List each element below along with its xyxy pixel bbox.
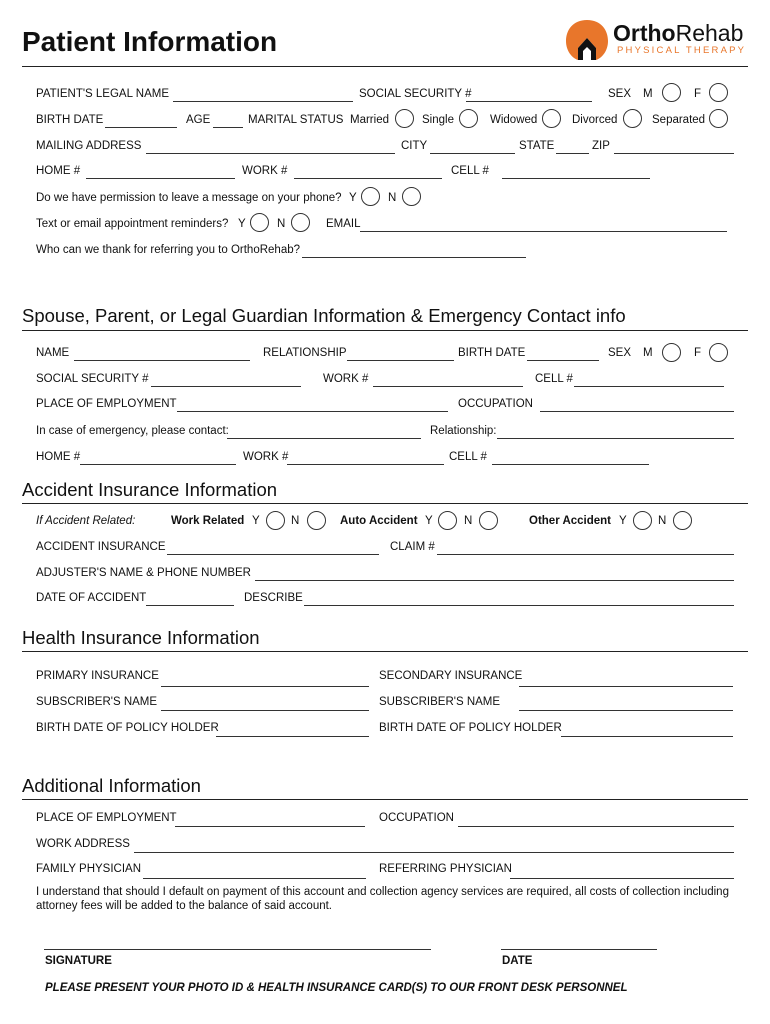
accident-date-field[interactable] [146, 605, 234, 606]
page-title: Patient Information [22, 26, 278, 57]
orthorehab-logo-icon [564, 18, 610, 62]
header-divider [22, 66, 748, 67]
guardian-work-field[interactable] [373, 386, 523, 387]
reminders-y-checkbox[interactable] [250, 213, 269, 232]
state-label: STATE [519, 140, 555, 152]
guardian-occupation-label: OCCUPATION [458, 398, 533, 410]
employment-field[interactable] [175, 826, 365, 827]
marital-status-label: MARITAL STATUS [248, 114, 344, 126]
city-field[interactable] [430, 153, 515, 154]
sex-label: SEX [608, 88, 632, 100]
legal-name-label: PATIENT'S LEGAL NAME [36, 88, 169, 100]
guardian-name-field[interactable] [74, 360, 250, 361]
reminders-y-label: Y [238, 218, 246, 230]
guardian-sex-f-label: F [694, 347, 702, 359]
additional-section-heading: Additional Information [22, 775, 201, 796]
primary-subscriber-field[interactable] [161, 710, 369, 711]
date-label: DATE [502, 955, 533, 967]
family-physician-label: FAMILY PHYSICIAN [36, 863, 142, 875]
guardian-sex-m-label: M [643, 347, 653, 359]
referring-physician-label: REFERRING PHYSICIAN [379, 863, 512, 875]
guardian-birth-date-label: BIRTH DATE [458, 347, 526, 359]
birth-date-label: BIRTH DATE [36, 114, 104, 126]
sex-m-label: M [643, 88, 653, 100]
emergency-contact-label: In case of emergency, please contact: [36, 425, 229, 437]
secondary-holder-birth-label: BIRTH DATE OF POLICY HOLDER [379, 722, 562, 734]
divorced-label: Divorced [572, 114, 618, 126]
guardian-home-label: HOME # [36, 451, 81, 463]
mailing-address-label: MAILING ADDRESS [36, 140, 142, 152]
home-phone-field[interactable] [86, 178, 235, 179]
sex-m-checkbox[interactable] [662, 83, 681, 102]
employment-label: PLACE OF EMPLOYMENT [36, 812, 177, 824]
zip-field[interactable] [614, 153, 734, 154]
referral-question: Who can we thank for referring you to OrthoRehab? [36, 244, 301, 256]
work-related-y-checkbox[interactable] [266, 511, 285, 530]
message-permission-y-label: Y [349, 192, 357, 204]
describe-field[interactable] [304, 605, 734, 606]
family-physician-field[interactable] [143, 878, 366, 879]
occupation-label: OCCUPATION [379, 812, 454, 824]
accident-divider [22, 503, 748, 504]
reminders-n-label: N [277, 218, 286, 230]
emergency-contact-field[interactable] [227, 438, 421, 439]
guardian-birth-date-field[interactable] [527, 360, 599, 361]
secondary-subscriber-field[interactable] [519, 710, 733, 711]
payment-statement: I understand that should I default on payment of this account and collection agency services are required, all costs of collection including attorney fees will be added to the balance of said account. [36, 886, 729, 912]
guardian-sex-f-checkbox[interactable] [709, 343, 728, 362]
primary-subscriber-label: SUBSCRIBER'S NAME [36, 696, 158, 708]
secondary-insurance-label: SECONDARY INSURANCE [379, 670, 523, 682]
email-field[interactable] [360, 231, 727, 232]
auto-accident-y-label: Y [425, 515, 433, 527]
cell-phone-field[interactable] [502, 178, 650, 179]
signature-label: SIGNATURE [45, 955, 112, 967]
logo-wordmark [613, 20, 743, 46]
widowed-label: Widowed [490, 114, 538, 126]
sex-f-checkbox[interactable] [709, 83, 728, 102]
auto-accident-y-checkbox[interactable] [438, 511, 457, 530]
legal-name-field[interactable] [173, 101, 353, 102]
other-accident-y-label: Y [619, 515, 627, 527]
accident-section-heading: Accident Insurance Information [22, 479, 278, 500]
age-label: AGE [186, 114, 211, 126]
guardian-sex-m-checkbox[interactable] [662, 343, 681, 362]
message-permission-question: Do we have permission to leave a message on your phone? [36, 192, 342, 204]
state-field[interactable] [556, 153, 589, 154]
guardian-employment-field[interactable] [177, 411, 448, 412]
message-permission-n-label: N [388, 192, 397, 204]
guardian-cell-label: CELL # [535, 373, 573, 385]
primary-insurance-field[interactable] [161, 686, 369, 687]
other-accident-y-checkbox[interactable] [633, 511, 652, 530]
city-label: CITY [401, 140, 428, 152]
age-field[interactable] [213, 127, 243, 128]
ssn-field[interactable] [466, 101, 592, 102]
other-accident-label: Other Accident [529, 515, 612, 527]
date-field[interactable] [501, 949, 657, 950]
married-checkbox[interactable] [395, 109, 414, 128]
auto-accident-label: Auto Accident [340, 515, 418, 527]
other-accident-n-label: N [658, 515, 667, 527]
logo-light-text: Rehab [675, 20, 744, 46]
accident-date-label: DATE OF ACCIDENT [36, 592, 147, 604]
mailing-address-field[interactable] [146, 153, 395, 154]
separated-label: Separated [652, 114, 706, 126]
work-related-y-label: Y [252, 515, 260, 527]
sex-f-label: F [694, 88, 702, 100]
emergency-relationship-label: Relationship: [430, 425, 497, 437]
widowed-checkbox[interactable] [542, 109, 561, 128]
primary-insurance-label: PRIMARY INSURANCE [36, 670, 159, 682]
cell-phone-label: CELL # [451, 165, 489, 177]
single-checkbox[interactable] [459, 109, 478, 128]
guardian-section-heading: Spouse, Parent, or Legal Guardian Information & Emergency Contact info [22, 305, 626, 326]
adjuster-field[interactable] [255, 580, 734, 581]
signature-field[interactable] [44, 949, 431, 950]
accident-insurance-label: ACCIDENT INSURANCE [36, 541, 166, 553]
other-accident-n-checkbox[interactable] [673, 511, 692, 530]
work-phone-field[interactable] [294, 178, 442, 179]
home-phone-label: HOME # [36, 165, 81, 177]
auto-accident-n-checkbox[interactable] [479, 511, 498, 530]
guardian-name-label: NAME [36, 347, 70, 359]
if-accident-related-label: If Accident Related: [36, 515, 136, 527]
auto-accident-n-label: N [464, 515, 473, 527]
message-permission-y-checkbox[interactable] [361, 187, 380, 206]
describe-label: DESCRIBE [244, 592, 303, 604]
guardian-cell2-label: CELL # [449, 451, 487, 463]
guardian-cell2-field[interactable] [492, 464, 649, 465]
emergency-relationship-field[interactable] [497, 438, 734, 439]
guardian-employment-label: PLACE OF EMPLOYMENT [36, 398, 177, 410]
occupation-field[interactable] [458, 826, 734, 827]
front-desk-notice: PLEASE PRESENT YOUR PHOTO ID & HEALTH INSURANCE CARD(S) TO OUR FRONT DESK PERSONNEL [45, 982, 628, 994]
referring-physician-field[interactable] [510, 878, 734, 879]
guardian-sex-label: SEX [608, 347, 632, 359]
referral-field[interactable] [302, 257, 526, 258]
health-section-heading: Health Insurance Information [22, 627, 260, 648]
reminders-question: Text or email appointment reminders? [36, 218, 229, 230]
guardian-occupation-field[interactable] [540, 411, 734, 412]
primary-holder-birth-field[interactable] [216, 736, 369, 737]
work-related-label: Work Related [171, 515, 245, 527]
separated-checkbox[interactable] [709, 109, 728, 128]
married-label: Married [350, 114, 389, 126]
guardian-work2-label: WORK # [243, 451, 289, 463]
ssn-label: SOCIAL SECURITY # [359, 88, 472, 100]
guardian-relationship-field[interactable] [347, 360, 454, 361]
work-related-n-checkbox[interactable] [307, 511, 326, 530]
work-phone-label: WORK # [242, 165, 288, 177]
guardian-work2-field[interactable] [287, 464, 444, 465]
secondary-insurance-field[interactable] [519, 686, 733, 687]
adjuster-label: ADJUSTER'S NAME & PHONE NUMBER [36, 567, 251, 579]
zip-label: ZIP [592, 140, 610, 152]
claim-field[interactable] [437, 554, 734, 555]
guardian-ssn-label: SOCIAL SECURITY # [36, 373, 149, 385]
claim-label: CLAIM # [390, 541, 435, 553]
work-address-field[interactable] [134, 852, 734, 853]
guardian-relationship-label: RELATIONSHIP [263, 347, 347, 359]
divorced-checkbox[interactable] [623, 109, 642, 128]
guardian-cell-field[interactable] [574, 386, 724, 387]
logo-subtitle: PHYSICAL THERAPY [617, 45, 747, 56]
primary-holder-birth-label: BIRTH DATE OF POLICY HOLDER [36, 722, 219, 734]
accident-insurance-field[interactable] [167, 554, 379, 555]
email-label: EMAIL [326, 218, 361, 230]
logo-bold-text: Ortho [613, 20, 676, 46]
guardian-work-label: WORK # [323, 373, 369, 385]
work-related-n-label: N [291, 515, 300, 527]
work-address-label: WORK ADDRESS [36, 838, 130, 850]
guardian-divider [22, 330, 748, 331]
additional-divider [22, 799, 748, 800]
secondary-holder-birth-field[interactable] [561, 736, 733, 737]
message-permission-n-checkbox[interactable] [402, 187, 421, 206]
secondary-subscriber-label: SUBSCRIBER'S NAME [379, 696, 501, 708]
guardian-home-field[interactable] [80, 464, 236, 465]
guardian-ssn-field[interactable] [151, 386, 301, 387]
health-divider [22, 651, 748, 652]
birth-date-field[interactable] [105, 127, 177, 128]
reminders-n-checkbox[interactable] [291, 213, 310, 232]
single-label: Single [422, 114, 454, 126]
